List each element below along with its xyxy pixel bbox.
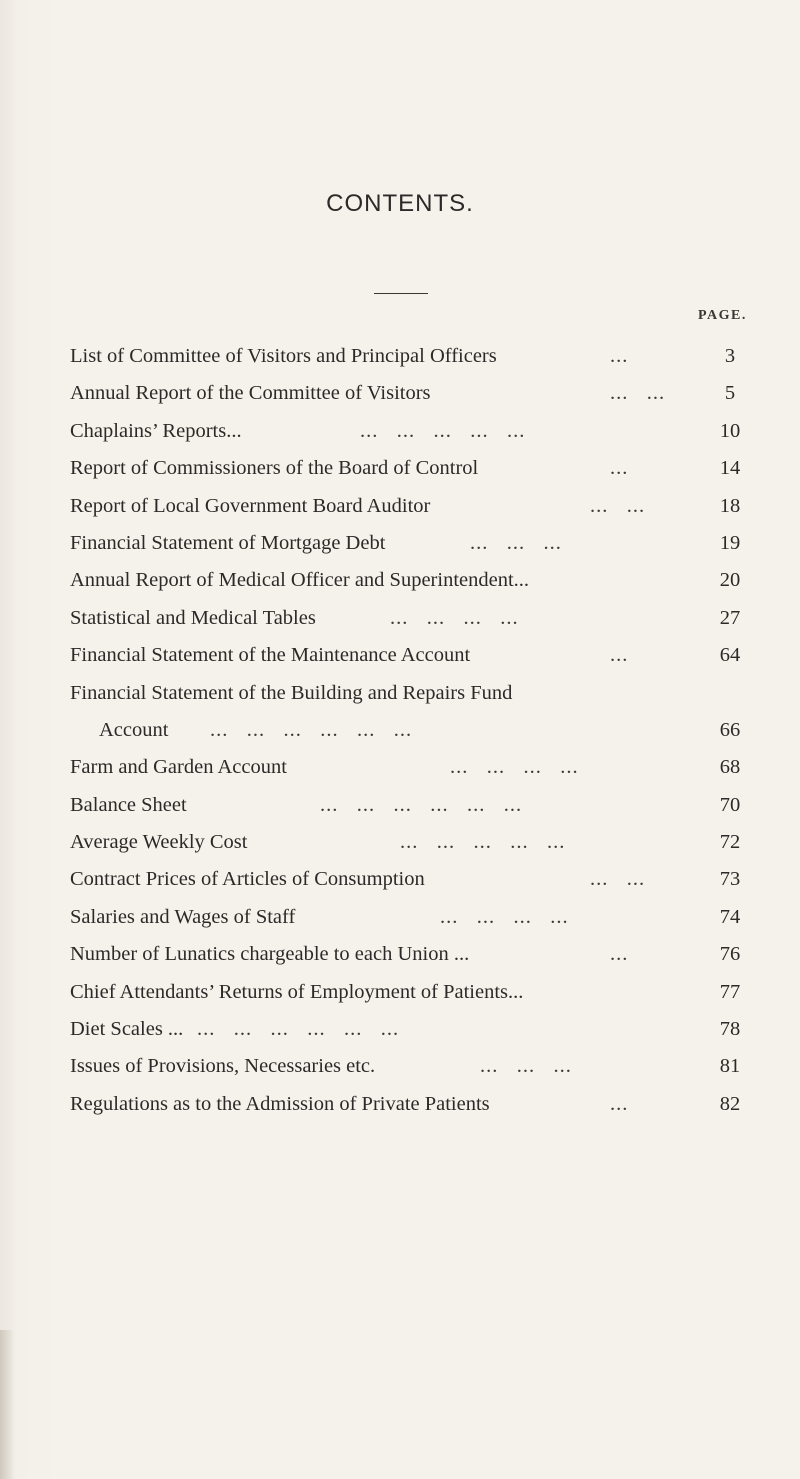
- toc-leader-dots: ...: [610, 345, 629, 367]
- toc-leader-dots: ...: [610, 943, 629, 966]
- toc-entry-title: Chaplains’ Reports...: [70, 419, 242, 442]
- toc-entry: [70, 488, 750, 525]
- toc-leader-dots: ... ... ... ... ...: [400, 831, 566, 854]
- toc-page-number: 68: [719, 756, 741, 779]
- toc-page-number: 14: [719, 457, 741, 480]
- toc-entry: [70, 338, 750, 375]
- toc-page-number: 74: [719, 905, 741, 928]
- toc-entry-title: Diet Scales ...: [70, 1018, 184, 1041]
- page-edge-shadow: [0, 1330, 14, 1479]
- toc-entry-title: List of Committee of Visitors and Principal Officers: [70, 345, 497, 367]
- toc-leader-dots: ... ...: [590, 494, 646, 517]
- toc-entry: [70, 675, 750, 750]
- toc-page-number: 77: [719, 980, 741, 1003]
- contents-heading: CONTENTS.: [326, 190, 474, 217]
- toc-page-number: 66: [719, 718, 741, 741]
- toc-entry-title: Number of Lunatics chargeable to each Union ...: [70, 943, 470, 966]
- toc-page-number: 81: [719, 1055, 741, 1078]
- toc-entry: [70, 525, 750, 562]
- toc-entry-title-continued: Account: [99, 718, 169, 741]
- toc-entry: [70, 413, 750, 450]
- toc-entry-title: Annual Report of Medical Officer and Superintendent...: [70, 569, 530, 592]
- toc-entry: [70, 562, 750, 599]
- toc-entry-title: Regulations as to the Admission of Private Patients: [70, 1092, 490, 1115]
- toc-page-number: 27: [719, 606, 741, 629]
- toc-entry: [70, 637, 750, 674]
- toc-entry-title: Annual Report of the Committee of Visitors: [70, 382, 431, 405]
- toc-entry: [70, 861, 750, 898]
- toc-entry-title: Report of Commissioners of the Board of Control: [70, 457, 479, 480]
- toc-entry: [70, 899, 750, 936]
- toc-page-number: 76: [719, 943, 741, 966]
- toc-page-number: 73: [719, 868, 741, 891]
- toc-entry-title: Salaries and Wages of Staff: [70, 905, 296, 928]
- toc-entry: [70, 824, 750, 861]
- table-of-contents: [70, 338, 750, 1123]
- toc-entry: [70, 787, 750, 824]
- toc-leader-dots: ...: [610, 1092, 629, 1115]
- toc-page-number: 82: [719, 1092, 741, 1115]
- toc-entry-title: Balance Sheet: [70, 793, 187, 816]
- toc-entry-title: Chief Attendants’ Returns of Employment of Patients...: [70, 980, 524, 1003]
- toc-entry: [70, 749, 750, 786]
- toc-leader-dots: ... ... ... ...: [440, 905, 569, 928]
- toc-page-number: 64: [719, 644, 741, 667]
- toc-leader-dots: ... ... ... ...: [450, 756, 579, 779]
- toc-leader-dots: ... ... ...: [480, 1055, 572, 1078]
- toc-leader-dots: ...: [610, 644, 629, 667]
- toc-entry-title: Report of Local Government Board Auditor: [70, 494, 431, 517]
- toc-leader-dots: ... ... ... ...: [390, 606, 519, 629]
- toc-entry-title: Average Weekly Cost: [70, 831, 248, 854]
- toc-entry: [70, 375, 750, 412]
- toc-leader-dots: ... ...: [610, 382, 666, 405]
- toc-entry-title: Financial Statement of the Building and Repairs Fund: [70, 681, 513, 704]
- toc-page-number: 10: [719, 419, 741, 442]
- toc-entry-title: Issues of Provisions, Necessaries etc.: [70, 1055, 376, 1078]
- heading-divider: [374, 293, 428, 294]
- toc-entry: [70, 450, 750, 487]
- toc-entry: [70, 600, 750, 637]
- toc-entry-title: Financial Statement of the Maintenance Account: [70, 644, 471, 667]
- toc-leader-dots: ...: [610, 457, 629, 480]
- toc-leader-dots: ... ...: [590, 868, 646, 891]
- toc-page-number: 78: [719, 1018, 741, 1041]
- toc-entry: [70, 936, 750, 973]
- toc-page-number: 18: [719, 494, 741, 517]
- toc-entry-title: Financial Statement of Mortgage Debt: [70, 531, 386, 554]
- toc-leader-dots: ... ... ...: [470, 531, 562, 554]
- toc-entry: [70, 1011, 750, 1048]
- toc-entry-title: Statistical and Medical Tables: [70, 606, 316, 629]
- toc-page-number: 19: [719, 531, 741, 554]
- page-column-label: PAGE.: [698, 308, 747, 323]
- toc-leader-dots: ... ... ... ... ... ...: [210, 718, 413, 741]
- toc-page-number: 5: [724, 382, 736, 405]
- toc-entry: [70, 1048, 750, 1085]
- toc-entry: [70, 974, 750, 1011]
- toc-entry-title: Farm and Garden Account: [70, 756, 287, 779]
- toc-leader-dots: ... ... ... ... ... ...: [320, 793, 523, 816]
- toc-entry-title: Contract Prices of Articles of Consumption: [70, 868, 425, 891]
- toc-leader-dots: ... ... ... ... ... ...: [197, 1018, 400, 1041]
- toc-page-number: 72: [719, 831, 741, 854]
- toc-page-number: 20: [719, 569, 741, 592]
- toc-page-number: 3: [724, 345, 736, 367]
- toc-leader-dots: ... ... ... ... ...: [360, 419, 526, 442]
- toc-page-number: 70: [719, 793, 741, 816]
- toc-entry: [70, 1086, 750, 1123]
